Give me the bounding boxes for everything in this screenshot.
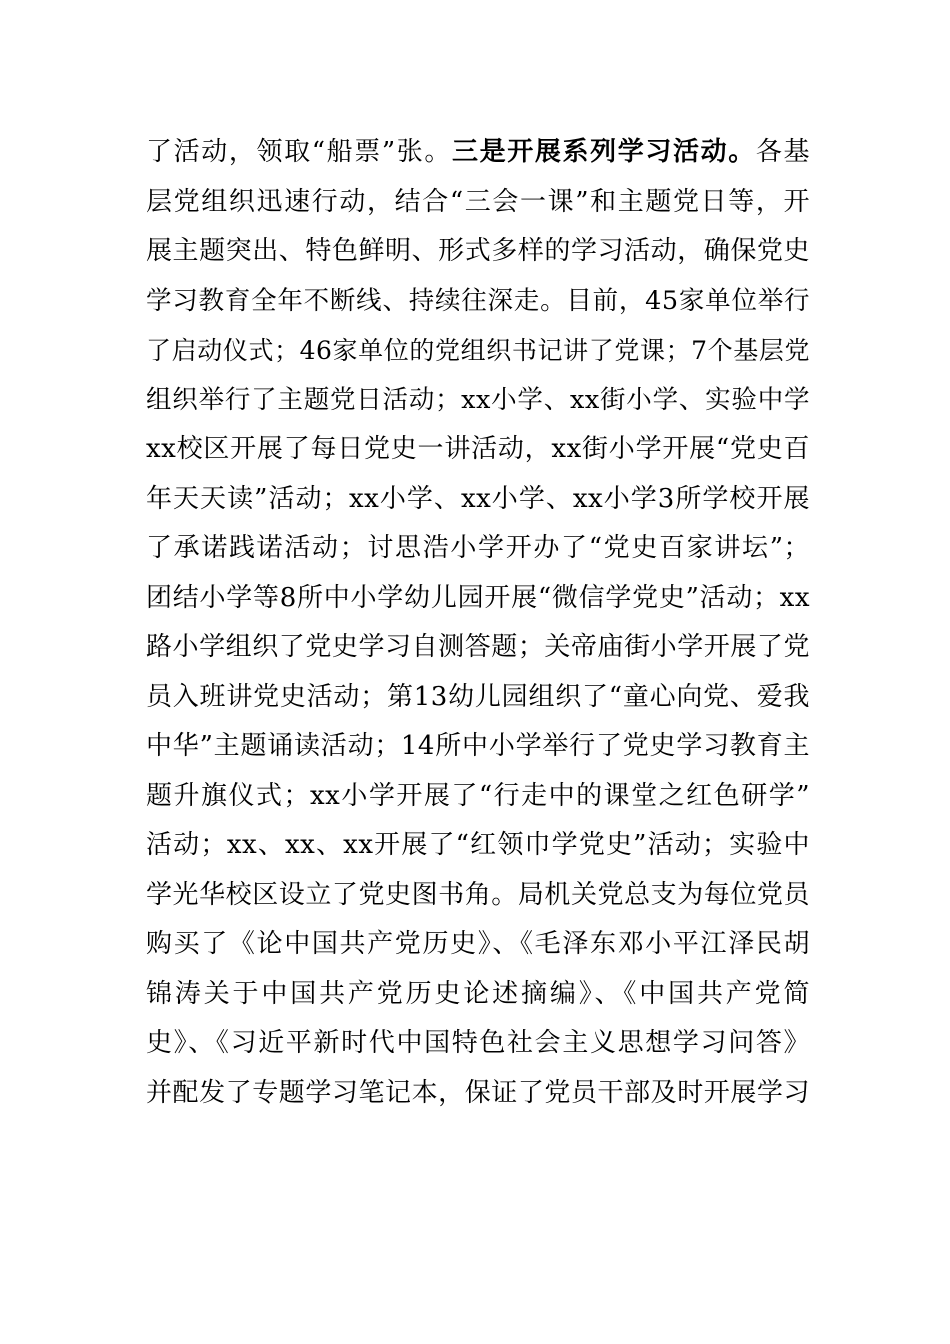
text-segment: 路小学组织了党史学习自测答题；关帝庙街小学开展了党 (146, 632, 810, 662)
text-line (146, 623, 810, 673)
text-segment: 了承诺践诺活动；讨思浩小学开办了“党史百家讲坛”； (146, 533, 810, 563)
text-segment: 员入班讲党史活动；第13幼儿园组织了“童心向党、爱我 (146, 681, 810, 712)
body-text (146, 128, 810, 1118)
text-line (146, 574, 810, 624)
text-line (146, 970, 810, 1020)
text-segment: 并配发了专题学习笔记本，保证了党员干部及时开展学习 (146, 1077, 810, 1108)
text-segment: 学习教育全年不断线、持续往深走。目前，45家单位举行 (146, 285, 810, 316)
text-segment: 锦涛关于中国共产党历史论述摘编》、《中国共产党简 (146, 978, 810, 1009)
text-line (146, 524, 810, 574)
text-segment: 团结小学等8所中小学幼儿园开展“微信学党史”活动；xx (146, 582, 810, 613)
text-segment: 中华”主题诵读活动；14所中小学举行了党史学习教育主 (146, 731, 810, 761)
text-segment: 各基 (755, 137, 810, 167)
bold-heading-text: 三是开展系列学习活动。 (452, 137, 756, 167)
text-line (146, 475, 810, 525)
text-segment: 层党组织迅速行动，结合“三会一课”和主题党日等，开 (146, 186, 810, 217)
text-segment: 了启动仪式；46家单位的党组织书记讲了党课；7个基层党 (146, 336, 810, 365)
text-line (146, 821, 810, 871)
text-segment: 展主题突出、特色鲜明、形式多样的学习活动，确保党史 (146, 236, 810, 266)
text-segment: 组织举行了主题党日活动；xx小学、xx街小学、实验中学 (146, 384, 810, 415)
text-segment: 题升旗仪式；xx小学开展了“行走中的课堂之红色研学” (146, 780, 810, 811)
text-line (146, 277, 810, 327)
text-segment: xx校区开展了每日党史一讲活动，xx街小学开展“党史百 (146, 434, 810, 464)
text-segment: 史》、《习近平新时代中国特色社会主义思想学习问答》 (146, 1028, 810, 1058)
text-line (146, 425, 810, 475)
text-line (146, 128, 810, 178)
text-line (146, 920, 810, 970)
text-segment: 年天天读”活动；xx小学、xx小学、xx小学3所学校开展 (146, 483, 810, 514)
text-line (146, 871, 810, 921)
text-line (146, 1069, 810, 1119)
text-segment: 活动；xx、xx、xx开展了“红领巾学党史”活动；实验中 (146, 830, 810, 860)
text-line (146, 722, 810, 772)
text-line (146, 376, 810, 426)
text-line (146, 326, 810, 376)
text-line (146, 673, 810, 723)
text-line (146, 772, 810, 822)
text-line (146, 227, 810, 277)
text-line (146, 178, 810, 228)
text-segment: 购买了《论中国共产党历史》、《毛泽东邓小平江泽民胡 (146, 929, 810, 959)
text-segment: 学光华校区设立了党史图书角。局机关党总支为每位党员 (146, 879, 810, 910)
text-line (146, 1019, 810, 1069)
text-segment: 了活动，领取“船票”张。 (146, 137, 453, 167)
